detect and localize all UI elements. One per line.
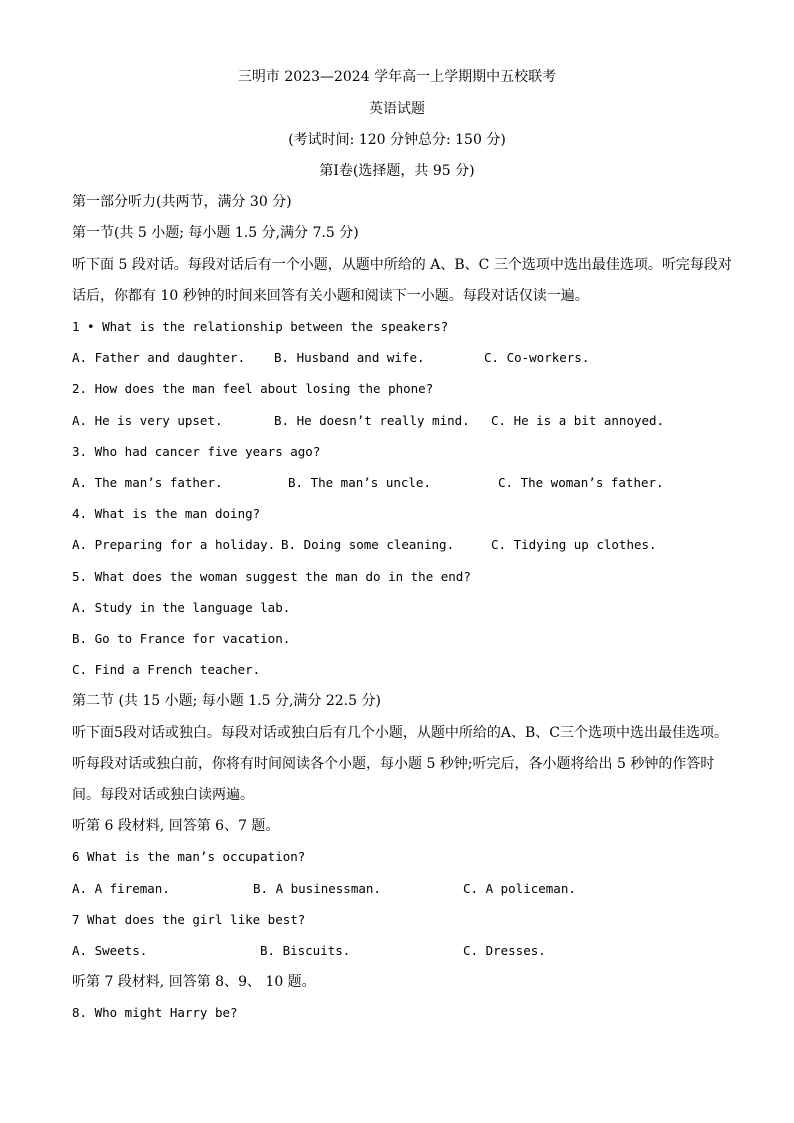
- option-b: B. The man’s uncle.: [288, 475, 431, 490]
- option-b: B. Doing some cleaning.: [281, 537, 455, 552]
- option-b: B. Go to France for vacation.: [72, 631, 291, 646]
- exam-title: 三明市 2023—2024 学年高一上学期期中五校联考: [237, 69, 557, 85]
- option-a: A. Preparing for a holiday.: [72, 537, 276, 552]
- option-c: C. Co-workers.: [484, 350, 590, 365]
- section2-instruction-line1: 听下面5段对话或独白。每段对话或独白后有几个小题，从题中所给的A、B、C三个选项中选出最佳选项。: [72, 725, 729, 741]
- question-stem: 6 What is the man’s occupation?: [72, 849, 306, 864]
- section2-heading: 第二节 (共 15 小题; 每小题 1.5 分,满分 22.5 分): [72, 693, 381, 709]
- option-c: C. Dresses.: [463, 943, 546, 958]
- section2-instruction-line2: 听每段对话或独白前，你将有时间阅读各个小题，每小题 5 秒钟;听完后，各小题将给出 5 秒钟的作答时: [72, 756, 715, 772]
- section1-instruction-line1: 听下面 5 段对话。每段对话后有一个小题，从题中所给的 A、B、C 三个选项中选出最佳选项。听完每段对: [72, 257, 732, 273]
- option-b: B. A businessman.: [253, 881, 381, 896]
- option-b: B. Husband and wife.: [274, 350, 425, 365]
- option-a: A. The man’s father.: [72, 475, 223, 490]
- section2-instruction-line3: 间。每段对话或独白读两遍。: [72, 787, 254, 803]
- material-6-heading: 听第 6 段材料, 回答第 6、7 题。: [72, 818, 280, 834]
- question-stem: 4. What is the man doing?: [72, 506, 261, 521]
- option-a: A. Sweets.: [72, 943, 148, 958]
- option-c: C. The woman’s father.: [498, 475, 664, 490]
- question-stem: 7 What does the girl like best?: [72, 912, 306, 927]
- option-c: C. He is a bit annoyed.: [491, 413, 665, 428]
- question-stem: 3. Who had cancer five years ago?: [72, 444, 321, 459]
- option-a: A. A fireman.: [72, 881, 170, 896]
- question-stem: 1 • What is the relationship between the speakers?: [72, 319, 449, 334]
- volume-title: 第Ⅰ卷(选择题，共 95 分): [319, 163, 475, 179]
- option-a: A. Study in the language lab.: [72, 600, 291, 615]
- section1-heading: 第一节(共 5 小题; 每小题 1.5 分,满分 7.5 分): [72, 225, 359, 241]
- subject-title: 英语试题: [369, 101, 425, 117]
- exam-info: (考试时间: 120 分钟总分: 150 分): [288, 132, 506, 148]
- question-stem: 2. How does the man feel about losing the phone?: [72, 381, 434, 396]
- option-c: C. Find a French teacher.: [72, 662, 261, 677]
- part1-heading: 第一部分听力(共两节，满分 30 分): [72, 194, 292, 210]
- material-7-heading: 听第 7 段材料, 回答第 8、9、 10 题。: [72, 974, 316, 990]
- section1-instruction-line2: 话后，你都有 10 秒钟的时间来回答有关小题和阅读下一小题。每段对话仅读一遍。: [72, 288, 589, 304]
- option-a: A. He is very upset.: [72, 413, 223, 428]
- option-c: C. Tidying up clothes.: [491, 537, 657, 552]
- option-c: C. A policeman.: [463, 881, 576, 896]
- question-stem: 5. What does the woman suggest the man do in the end?: [72, 569, 471, 584]
- question-stem: 8. Who might Harry be?: [72, 1005, 238, 1020]
- option-b: B. Biscuits.: [260, 943, 351, 958]
- option-a: A. Father and daughter.: [72, 350, 246, 365]
- option-b: B. He doesn’t really mind.: [274, 413, 470, 428]
